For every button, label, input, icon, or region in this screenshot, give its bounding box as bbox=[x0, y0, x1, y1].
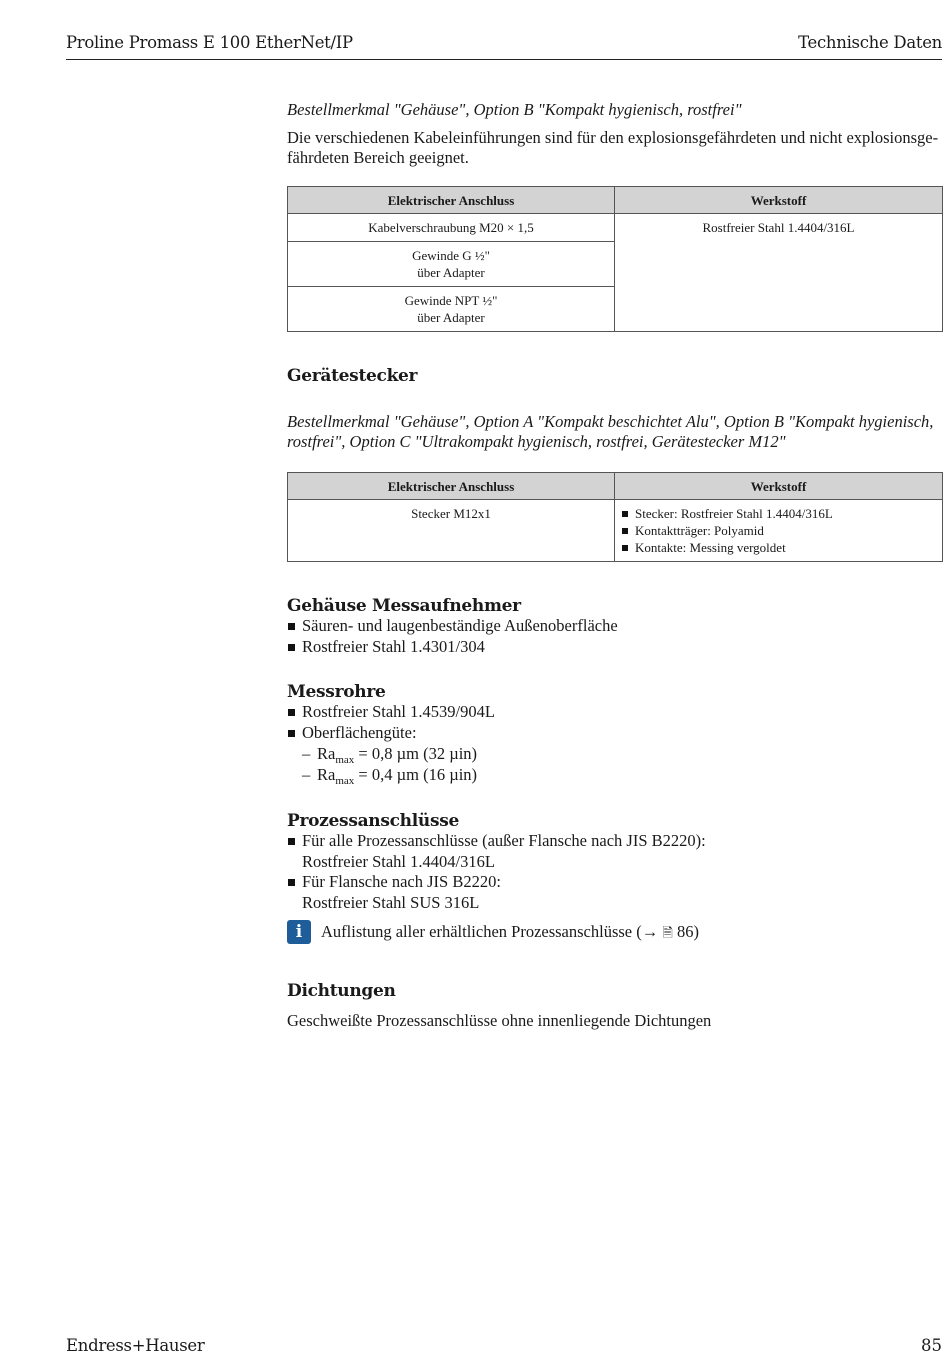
werkstoff-list bbox=[621, 505, 936, 556]
dichtungen-text: Geschweißte Prozessanschlüsse ohne innenliegende Dichtungen bbox=[287, 1011, 712, 1030]
table-header-werkstoff: Werkstoff bbox=[615, 187, 943, 214]
table-header-werkstoff: Werkstoff bbox=[615, 473, 943, 500]
arrow-icon: → bbox=[641, 922, 659, 941]
cell-line: über Adapter bbox=[417, 265, 485, 280]
ra-subscript: max bbox=[335, 775, 355, 787]
header-product-title: Proline Promass E 100 EtherNet/IP bbox=[66, 33, 353, 52]
sublist-item bbox=[302, 743, 942, 764]
section-title-dichtungen: Dichtungen bbox=[287, 981, 396, 1001]
list-item-line: Für alle Prozessanschlüsse (außer Flansche nach JIS B2220): bbox=[302, 831, 706, 850]
page-reference-icon: 🗎 bbox=[662, 925, 673, 940]
table-cell-anschluss: Kabelverschraubung M20 × 1,5 bbox=[288, 214, 615, 242]
order-feature-geraetestecker: Bestellmerkmal "Gehäuse", Option A "Kompakt beschichtet Alu", Option B "Kompakt hygienisch, rostfrei", Option C "Ultrakompakt hygienisch, rostfrei, Gerätestecker M12" bbox=[287, 412, 934, 451]
section-title-messrohre: Messrohre bbox=[287, 682, 386, 702]
section-title-gehaeuse-messaufnehmer: Gehäuse Messaufnehmer bbox=[287, 596, 521, 616]
table-header-row bbox=[288, 473, 943, 500]
section-title-geraetestecker: Gerätestecker bbox=[287, 366, 418, 386]
footer-brand: Endress+Hauser bbox=[66, 1336, 205, 1355]
cell-line: Gewinde G ½" bbox=[412, 248, 490, 263]
list-item: Kontakte: Messing vergoldet bbox=[621, 539, 936, 556]
list-item: Stecker: Rostfreier Stahl 1.4404/316L bbox=[621, 505, 936, 522]
page-number: 85 bbox=[921, 1336, 942, 1355]
table-row bbox=[288, 500, 943, 562]
ra-value: = 0,4 µm (16 µin) bbox=[358, 765, 478, 784]
header-section-title: Technische Daten bbox=[798, 33, 942, 52]
ra-symbol: Ra bbox=[317, 744, 336, 763]
info-note bbox=[287, 922, 942, 943]
table-cell-anschluss bbox=[288, 242, 615, 287]
list-item bbox=[287, 872, 942, 913]
intro-paragraph: Die verschiedenen Kabeleinführungen sind für den explosionsgefährdeten und nicht explosionsge- fährdeten Bereich geeignet. bbox=[287, 128, 939, 167]
table-cell-werkstoff bbox=[615, 500, 943, 562]
table-header-anschluss: Elektrischer Anschluss bbox=[288, 187, 615, 214]
list-item: Säuren- und laugenbeständige Außenoberfläche bbox=[287, 616, 942, 637]
order-feature-intro: Bestellmerkmal "Gehäuse", Option B "Kompakt hygienisch, rostfrei" bbox=[287, 100, 742, 119]
info-text: Auflistung aller erhältlichen Prozessanschlüsse ( bbox=[321, 922, 642, 941]
gehaeuse-list bbox=[287, 616, 942, 657]
info-page-link[interactable]: 86) bbox=[676, 922, 699, 941]
list-item: Rostfreier Stahl 1.4301/304 bbox=[287, 637, 942, 658]
connector-table bbox=[287, 472, 943, 562]
roughness-sublist bbox=[302, 743, 942, 785]
table-cell-werkstoff: Rostfreier Stahl 1.4404/316L bbox=[615, 214, 943, 332]
table-cell-anschluss: Stecker M12x1 bbox=[288, 500, 615, 562]
table-header-anschluss: Elektrischer Anschluss bbox=[288, 473, 615, 500]
list-item-line: Rostfreier Stahl 1.4404/316L bbox=[302, 851, 495, 871]
prozessanschluesse-list bbox=[287, 831, 942, 913]
cable-entry-table bbox=[287, 186, 943, 332]
list-item-label: Oberflächengüte: bbox=[302, 722, 417, 742]
list-item: Rostfreier Stahl 1.4539/904L bbox=[287, 702, 942, 723]
list-item bbox=[287, 723, 942, 786]
main-content bbox=[287, 100, 942, 1031]
ra-subscript: max bbox=[335, 754, 355, 766]
sublist-item bbox=[302, 764, 942, 785]
messrohre-list bbox=[287, 702, 942, 785]
list-item: Kontaktträger: Polyamid bbox=[621, 522, 936, 539]
table-cell-anschluss bbox=[288, 287, 615, 332]
section-title-prozessanschluesse: Prozessanschlüsse bbox=[287, 811, 460, 831]
list-item bbox=[287, 831, 942, 872]
ra-value: = 0,8 µm (32 µin) bbox=[358, 744, 478, 763]
cell-line: Gewinde NPT ½" bbox=[404, 293, 498, 308]
info-icon: i bbox=[287, 920, 311, 944]
table-row bbox=[288, 214, 943, 242]
ra-symbol: Ra bbox=[317, 765, 336, 784]
list-item-line: Für Flansche nach JIS B2220: bbox=[302, 872, 501, 891]
list-item-line: Rostfreier Stahl SUS 316L bbox=[302, 892, 480, 912]
table-header-row bbox=[288, 187, 943, 214]
cell-line: über Adapter bbox=[417, 310, 485, 325]
page-header bbox=[66, 33, 942, 60]
